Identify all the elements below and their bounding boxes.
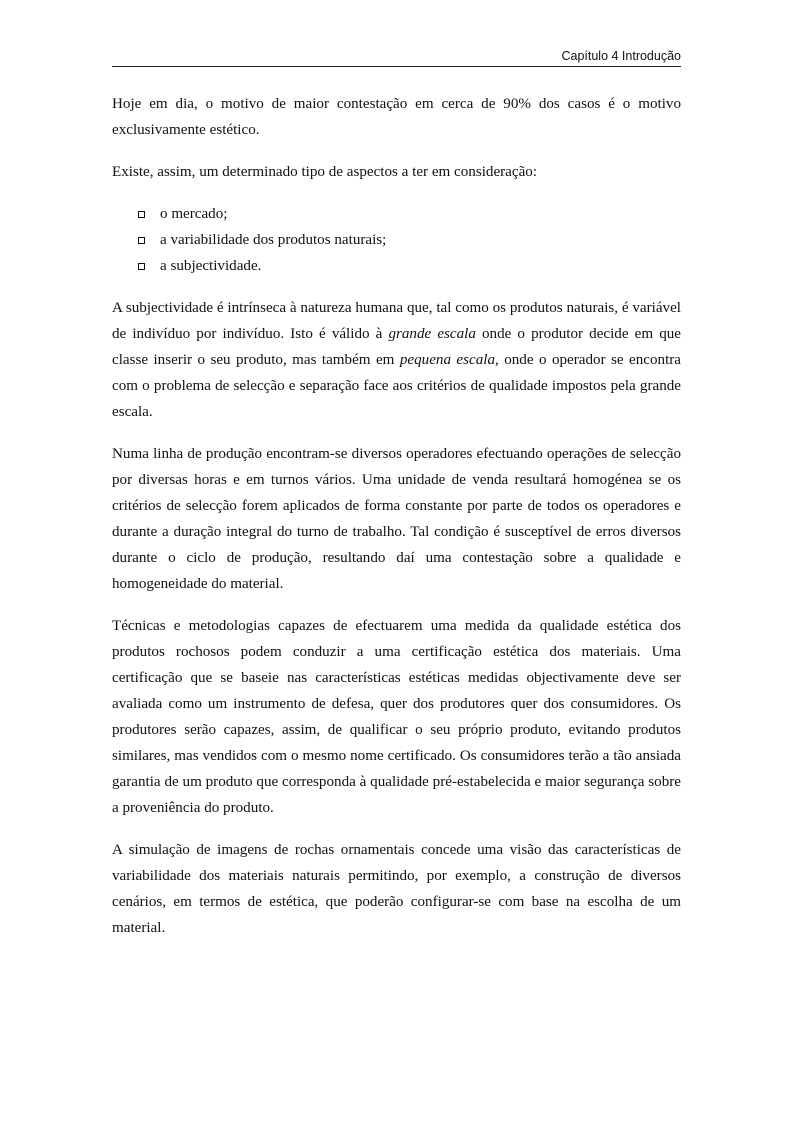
running-header-title: Capítulo 4 Introdução: [561, 49, 681, 63]
list-item-text: o mercado;: [160, 206, 228, 222]
paragraph-3-part-a: A subjectividade é intrínseca à natureza humana que, tal como os produtos naturais, é variável de indivíduo por indivíduo. Isto é válido à: [112, 300, 681, 342]
list-item-text: a variabilidade dos produtos naturais;: [160, 232, 387, 248]
list-item: [112, 201, 681, 227]
paragraph-1: Hoje em dia, o motivo de maior contestação em cerca de 90% dos casos é o motivo exclusivamente estético.: [112, 96, 681, 138]
bullet-list: [112, 201, 681, 279]
paragraph-5: Técnicas e metodologias capazes de efectuarem uma medida da qualidade estética dos produtos rochosos podem conduzir a uma certificação estética dos materiais. Uma certificação que se baseie nas características estéticas medidas objectivamente deve ser avaliada como um instrumento de defesa, quer dos produtores quer dos consumidores. Os produtores serão capazes, assim, de qualificar o seu próprio produto, evitando produtos similares, mas vendidos com o mesmo nome certificado. Os consumidores terão a tão ansiada garantia de um produto que corresponda à qualidade pré-estabelecida e maior segurança sobre a proveniência do produto.: [112, 618, 681, 816]
paragraph-3-part-c: , onde o operador se encontra com o problema de selecção e separação face aos critérios de qualidade impostos pela grande escala.: [112, 352, 682, 420]
paragraph-6: A simulação de imagens de rochas ornamentais concede uma visão das características de variabilidade dos materiais naturais permitindo, por exemplo, a construção de diversos cenários, em termos de estética, que poderão configurar-se com base na escolha de um material.: [112, 842, 681, 936]
square-bullet-icon: [138, 237, 145, 244]
emphasis-pequena-escala: pequena escala: [399, 352, 495, 368]
paragraph-3-part-b: onde o produtor decide em que classe inserir o seu produto, mas também em: [112, 326, 681, 368]
running-header: [112, 48, 681, 67]
list-item: [112, 253, 681, 279]
body-text: [112, 91, 681, 957]
square-bullet-icon: [138, 211, 145, 218]
list-item-text: a subjectividade.: [160, 258, 262, 274]
emphasis-grande-escala: grande escala: [388, 326, 476, 342]
paragraph-3: [112, 295, 681, 425]
paragraph-2: Existe, assim, um determinado tipo de aspectos a ter em consideração:: [112, 164, 538, 180]
list-item: [112, 227, 681, 253]
paragraph-4: Numa linha de produção encontram-se diversos operadores efectuando operações de selecção por diversas horas e em turnos vários. Uma unidade de venda resultará homogénea se os critérios de selecção forem aplicados de forma constante por parte de todos os operadores e durante a duração integral do turno de trabalho. Tal condição é susceptível de erros diversos durante o ciclo de produção, resultando daí uma contestação sobre a qualidade e homogeneidade do material.: [112, 446, 681, 592]
square-bullet-icon: [138, 263, 145, 270]
